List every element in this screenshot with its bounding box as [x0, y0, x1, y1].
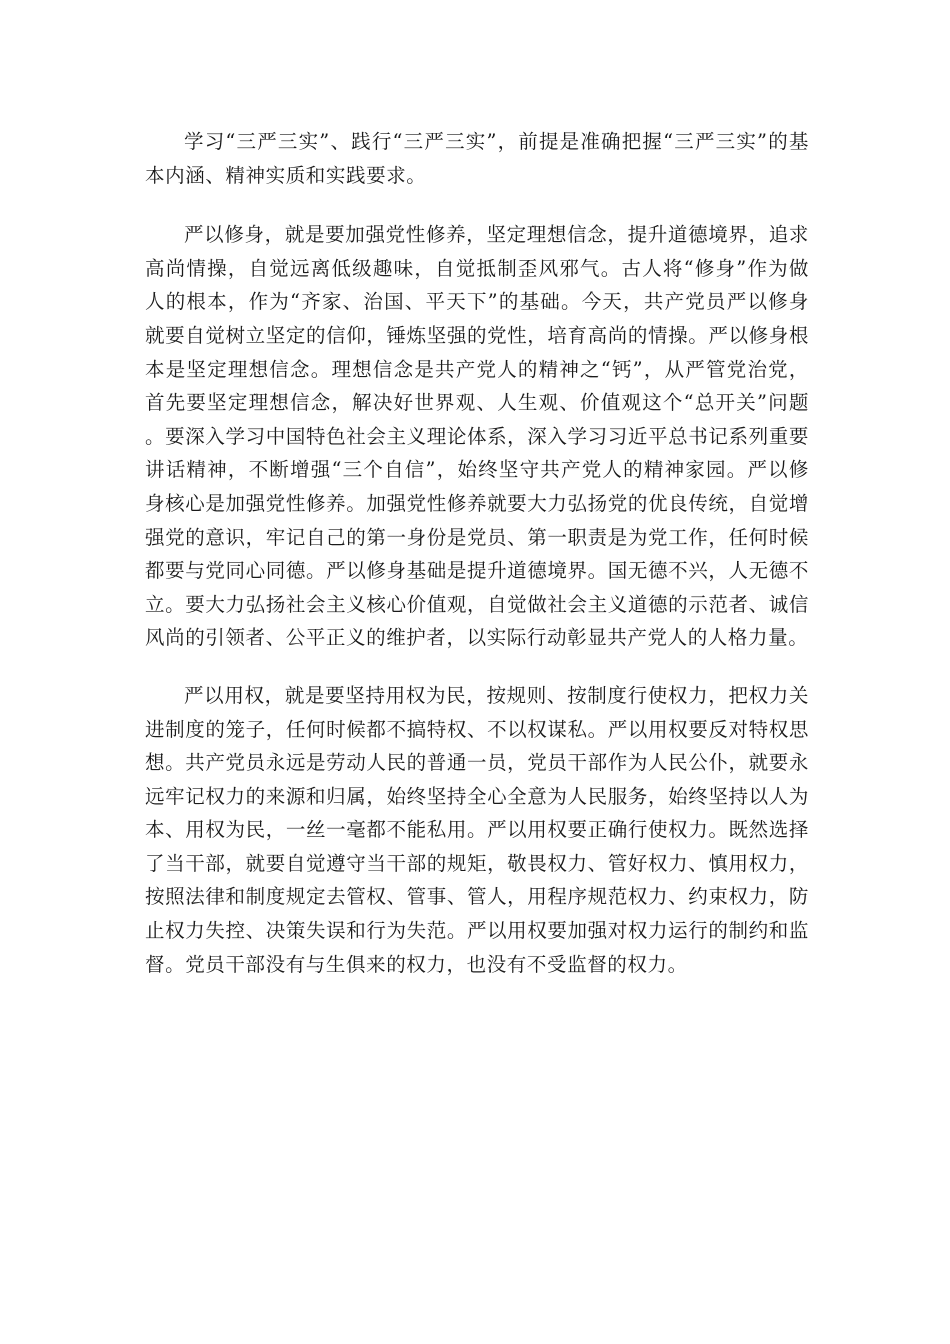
paragraph-intro: 学习“三严三实”、践行“三严三实”，前提是准确把握“三严三实”的基本内涵、精神实质和实践要求。: [145, 130, 809, 187]
paragraph-use-of-power: 严以用权，就是要坚持用权为民，按规则、按制度行使权力，把权力关进制度的笼子，任何时候都不搞特权、不以权谋私。严以用权要反对特权思想。共产党员永远是劳动人民的普通一员，党员干部作为人民公仆，就要永远牢记权力的来源和归属，始终坚持全心全意为人民服务，始终坚持以人为本、用权为民，一丝一毫都不能私用。严以用权要正确行使权力。既然选择了当干部，就要自觉遵守当干部的规矩，敬畏权力、管好权力、慎用权力，按照法律和制度规定去管权、管事、管人，用程序规范权力、约束权力，防止权力失控、决策失误和行为失范。严以用权要加强对权力运行的制约和监督。党员干部没有与生俱来的权力，也没有不受监督的权力。: [145, 683, 809, 976]
paragraph-self-cultivation: 严以修身，就是要加强党性修养，坚定理想信念，提升道德境界，追求高尚情操，自觉远离低级趣味，自觉抵制歪风邪气。古人将“修身”作为做人的根本，作为“齐家、治国、平天下”的基础。今天，共产党员严以修身就要自觉树立坚定的信仰，锤炼坚强的党性，培育高尚的情操。严以修身根本是坚定理想信念。理想信念是共产党人的精神之“钙”，从严管党治党，首先要坚定理想信念，解决好世界观、人生观、价值观这个“总开关”问题。要深入学习中国特色社会主义理论体系，深入学习习近平总书记系列重要讲话精神，不断增强“三个自信”，始终坚守共产党人的精神家园。严以修身核心是加强党性修养。加强党性修养就要大力弘扬党的优良传统，自觉增强党的意识，牢记自己的第一身份是党员、第一职责是为党工作，任何时候都要与党同心同德。严以修身基础是提升道德境界。国无德不兴，人无德不立。要大力弘扬社会主义核心价值观，自觉做社会主义道德的示范者、诚信风尚的引领者、公平正义的维护者，以实际行动彰显共产党人的人格力量。: [145, 223, 809, 650]
document-body: [145, 125, 809, 1007]
